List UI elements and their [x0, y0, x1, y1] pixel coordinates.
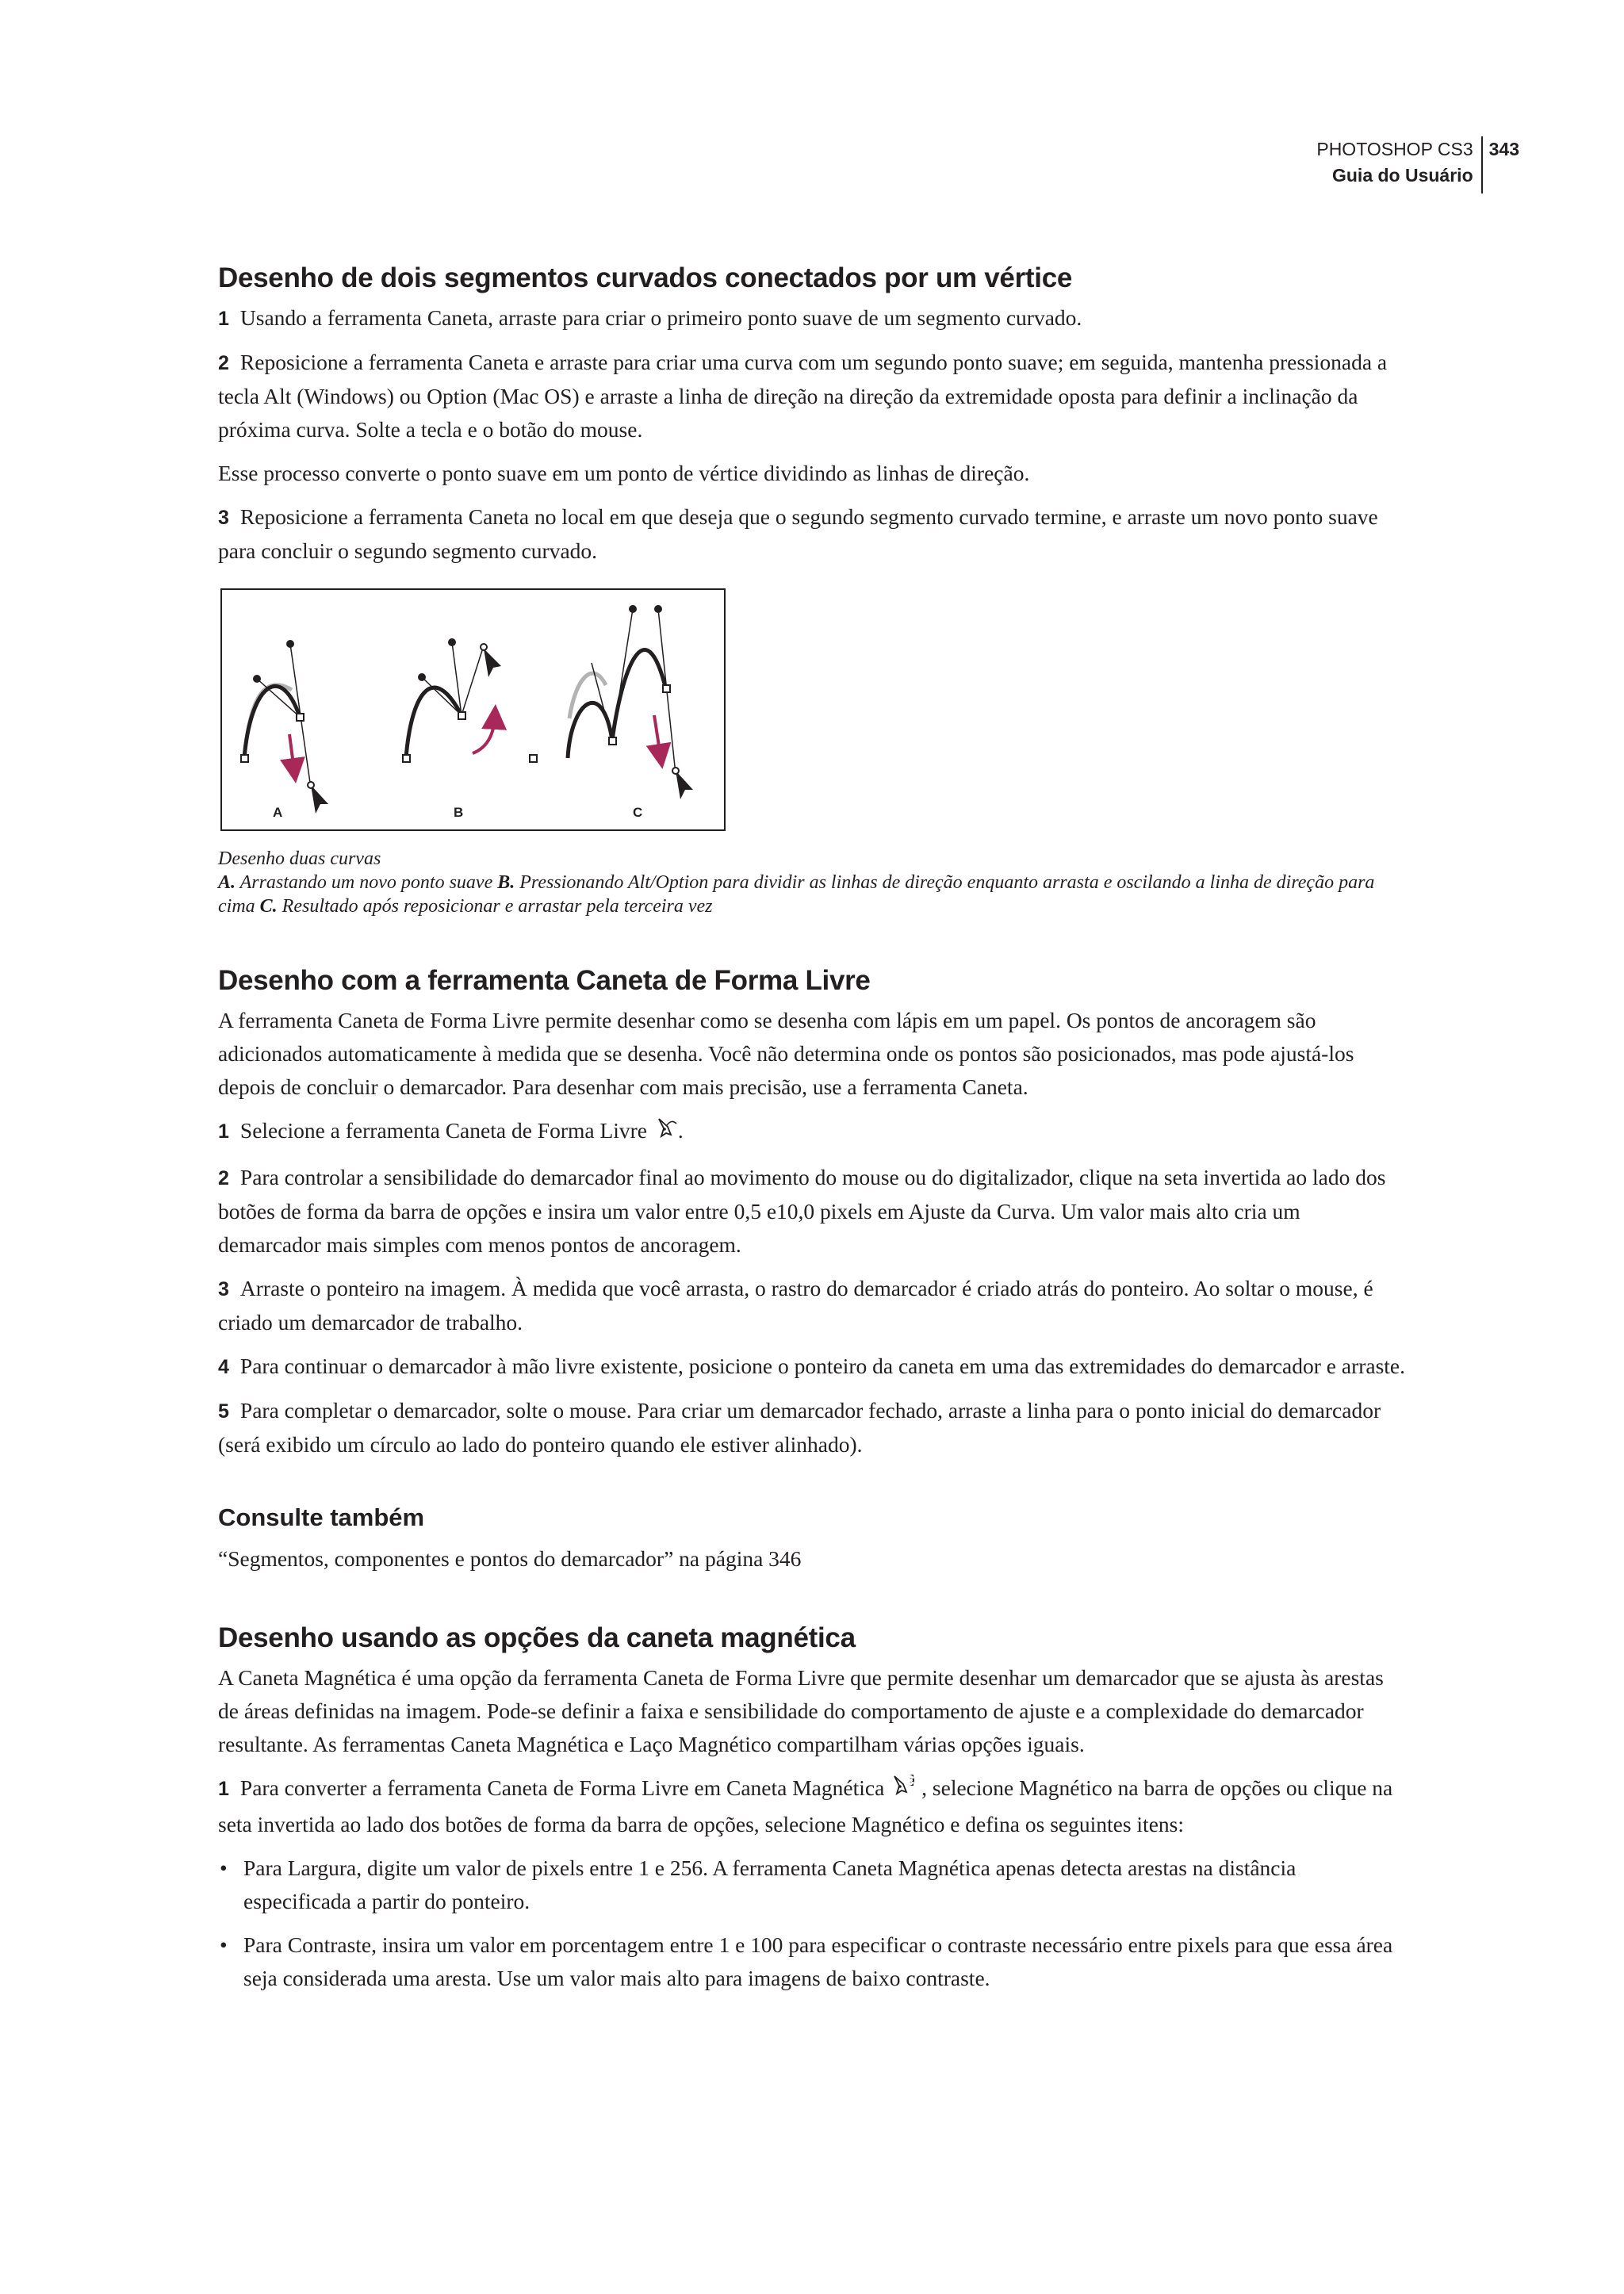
- figure-caption: [218, 847, 1408, 918]
- list-item: • Para Contraste, insira um valor em porcentagem entre 1 e 100 para especificar o contraste necessário entre pixels para que essa área seja considerada uma aresta. Use um valor mais alto para imagens de baixo contraste.: [218, 1928, 1408, 1995]
- caption-key-b: B.: [497, 872, 515, 893]
- step-text: Arraste o ponteiro na imagem. À medida que você arrasta, o rastro do demarcador é criado atrás do ponteiro. Ao soltar o mouse, é criado um demarcador de trabalho.: [218, 1276, 1373, 1335]
- caption-text-a: Arrastando um novo ponto suave: [236, 872, 498, 893]
- note-paragraph: Esse processo converte o ponto suave em um ponto de vértice dividindo as linhas de direção.: [218, 461, 1030, 485]
- caption-text-b: Pressionando Alt/Option para dividir as linhas de direção enquanto arrasta e oscilando a linha de direção para cima: [218, 872, 1375, 917]
- step-paragraph: [218, 301, 1408, 335]
- step-number: 1: [218, 308, 229, 330]
- step-paragraph: [218, 1272, 1408, 1339]
- see-also-title: Consulte também: [218, 1503, 425, 1531]
- caption-title: Desenho duas curvas: [218, 848, 381, 869]
- step-text: Para completar o demarcador, solte o mouse. Para criar um demarcador fechado, arraste a linha para o ponto inicial do demarcador (será exibido um círculo ao lado do ponteiro quando ele estiver alinhado).: [218, 1398, 1381, 1457]
- figure-label-a: A: [273, 805, 283, 820]
- intro-paragraph: A Caneta Magnética é uma opção da ferramenta Caneta de Forma Livre que permite desenhar um demarcador que se ajusta às arestas de áreas definidas na imagem. Pode-se definir a faixa e sensibilidade do comportamento de ajuste e a complexidade do demarcador resultante. As ferramentas Caneta Magnética e Laço Magnético compartilham várias opções iguais.: [218, 1665, 1384, 1756]
- header-guide: Guia do Usuário: [1331, 165, 1473, 186]
- step-number: 4: [218, 1356, 229, 1378]
- step-paragraph: [218, 1394, 1408, 1461]
- step-paragraph: [218, 1114, 1408, 1151]
- caption-text-c: Resultado após reposicionar e arrastar pela terceira vez: [277, 896, 713, 917]
- step-number: 3: [218, 1278, 229, 1300]
- step-text: Usando a ferramenta Caneta, arraste para criar o primeiro ponto suave de um segmento curvado.: [239, 305, 1082, 330]
- freeform-pen-icon: [653, 1116, 678, 1151]
- section-title-two-curves: Desenho de dois segmentos curvados conectados por um vértice: [218, 262, 1073, 293]
- page-number: 343: [1488, 139, 1519, 159]
- caption-key-c: C.: [259, 896, 278, 917]
- step-text: Reposicione a ferramenta Caneta e arraste para criar uma curva com um segundo ponto suave; em seguida, mantenha pressionada a tecla Alt (Windows) ou Option (Mac OS) e arraste a linha de direção na direção da extremidade oposta para definir a inclinação da próxima curva. Solte a tecla e o botão do mouse.: [218, 350, 1388, 442]
- step-text-end: , selecione Magnético na barra de opções ou clique na seta invertida ao lado dos botões de forma da barra de opções, selecione Magnético e defina os seguintes itens:: [218, 1775, 1393, 1836]
- intro-paragraph: A ferramenta Caneta de Forma Livre permite desenhar como se desenha com lápis em um papel. Os pontos de ancoragem são adicionados automaticamente à medida que se desenha. Você não determina onde os pontos são posicionados, mas pode ajustá-los depois de concluir o demarcador. Para desenhar com mais precisão, use a ferramenta Caneta.: [218, 1008, 1354, 1099]
- list-item: • Para Largura, digite um valor de pixels entre 1 e 256. A ferramenta Caneta Magnética apenas detecta arestas na distância especificada a partir do ponteiro.: [218, 1852, 1408, 1918]
- section-title-magnetic-pen: Desenho usando as opções da caneta magnética: [218, 1622, 856, 1653]
- step-text: Para converter a ferramenta Caneta de Forma Livre em Caneta Magnética: [239, 1775, 891, 1800]
- step-paragraph: [218, 1161, 1408, 1262]
- step-number: 1: [218, 1778, 229, 1800]
- see-also-link[interactable]: “Segmentos, componentes e pontos do demarcador” na página 346: [218, 1546, 802, 1571]
- step-text: Para controlar a sensibilidade do demarcador final ao movimento do mouse ou do digitalizador, clique na seta invertida ao lado dos botões de forma da barra de opções e insira um valor entre 0,5 e10,0 pixels em Ajuste da Curva. Um valor mais alto cria um demarcador mais simples com menos pontos de ancoragem.: [218, 1165, 1386, 1257]
- step-paragraph: [218, 346, 1408, 446]
- step-paragraph: [218, 500, 1408, 568]
- options-list: [218, 1852, 1408, 1995]
- step-number: 2: [218, 352, 229, 374]
- page-content: [218, 260, 1408, 2005]
- header-text: [1316, 136, 1480, 189]
- step-number: 3: [218, 507, 229, 529]
- step-paragraph: [218, 1771, 1408, 1841]
- step-number: 2: [218, 1167, 229, 1189]
- step-text: Selecione a ferramenta Caneta de Forma Livre: [239, 1118, 653, 1143]
- step-number: 1: [218, 1120, 229, 1143]
- step-text: Reposicione a ferramenta Caneta no local em que deseja que o segundo segmento curvado termine, e arraste um novo ponto suave para concluir o segundo segmento curvado.: [218, 504, 1378, 563]
- figure-panel-c: [530, 605, 693, 820]
- figure-panel-b: [403, 638, 501, 820]
- figure-panel-a: [241, 640, 328, 820]
- figure-label-b: B: [454, 805, 464, 820]
- running-header: [1316, 136, 1519, 193]
- curves-figure: [220, 588, 726, 831]
- magnetic-pen-icon: [890, 1771, 921, 1808]
- figure-label-c: C: [633, 805, 643, 820]
- step-paragraph: [218, 1350, 1408, 1384]
- step-text: Para continuar o demarcador à mão livre existente, posicione o ponteiro da caneta em uma das extremidades do demarcador e arraste.: [239, 1354, 1406, 1378]
- header-product: PHOTOSHOP CS3: [1316, 139, 1473, 159]
- step-text-end: .: [677, 1118, 684, 1143]
- caption-key-a: A.: [218, 872, 236, 893]
- step-number: 5: [218, 1400, 229, 1423]
- curves-illustration: [222, 590, 724, 829]
- section-title-freeform-pen: Desenho com a ferramenta Caneta de Forma Livre: [218, 965, 871, 996]
